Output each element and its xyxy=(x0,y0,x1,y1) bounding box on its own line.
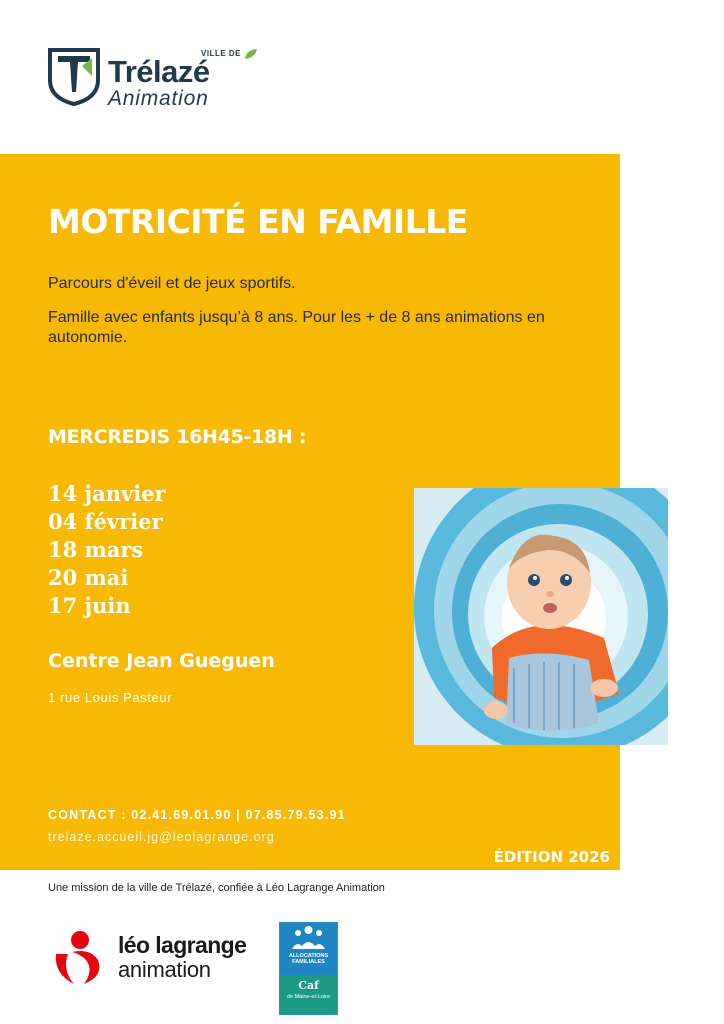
family-icon xyxy=(280,923,337,953)
date-item: 20 mai xyxy=(48,565,129,590)
leo-lagrange-name: léo lagrange xyxy=(118,932,247,958)
leo-lagrange-subtitle: animation xyxy=(118,957,211,982)
logo-ville-de: VILLE DE xyxy=(201,49,242,58)
venue-address: 1 rue Louis Pasteur xyxy=(48,690,173,705)
edition-label: ÉDITION 2026 xyxy=(493,848,610,866)
caf-region: de Maine-et-Loire xyxy=(286,994,331,1000)
date-item: 17 juin xyxy=(48,593,131,618)
caf-logo-top xyxy=(280,923,337,975)
date-item: 04 février xyxy=(48,509,163,534)
caf-logo xyxy=(279,922,338,1015)
shield-icon xyxy=(48,46,100,106)
logo-subtitle: Animation xyxy=(108,87,209,110)
date-list xyxy=(48,480,166,620)
description-line: Parcours d'éveil et de jeux sportifs. xyxy=(48,275,296,292)
contact-phones: CONTACT : 02.41.69.01.90 | 07.85.79.53.91 xyxy=(48,808,346,822)
event-title: MOTRICITÉ EN FAMILLE xyxy=(48,202,468,241)
mission-statement: Une mission de la ville de Trélazé, confiée à Léo Lagrange Animation xyxy=(48,882,385,894)
venue-name: Centre Jean Gueguen xyxy=(48,650,275,672)
schedule-label: MERCREDIS 16H45-18H : xyxy=(48,426,307,448)
logo-name: Trélazé xyxy=(108,54,210,89)
trelaze-logo xyxy=(48,44,268,112)
event-description xyxy=(48,274,568,362)
caf-label: Caf xyxy=(298,979,319,992)
date-item: 14 janvier xyxy=(48,481,166,506)
leo-lagrange-logo xyxy=(50,930,270,986)
caf-allocations-text: ALLOCATIONS FAMILIALES xyxy=(288,953,329,965)
contact-email[interactable]: trelaze.accueil.jg@leolagrange.org xyxy=(48,830,275,844)
date-item: 18 mars xyxy=(48,537,144,562)
leaf-icon xyxy=(244,48,258,60)
baby-tunnel-photo xyxy=(414,488,668,745)
description-line: Famille avec enfants jusqu’à 8 ans. Pour les + de 8 ans animations en autonomie. xyxy=(48,309,545,346)
leo-lagrange-mark-icon xyxy=(50,930,106,986)
